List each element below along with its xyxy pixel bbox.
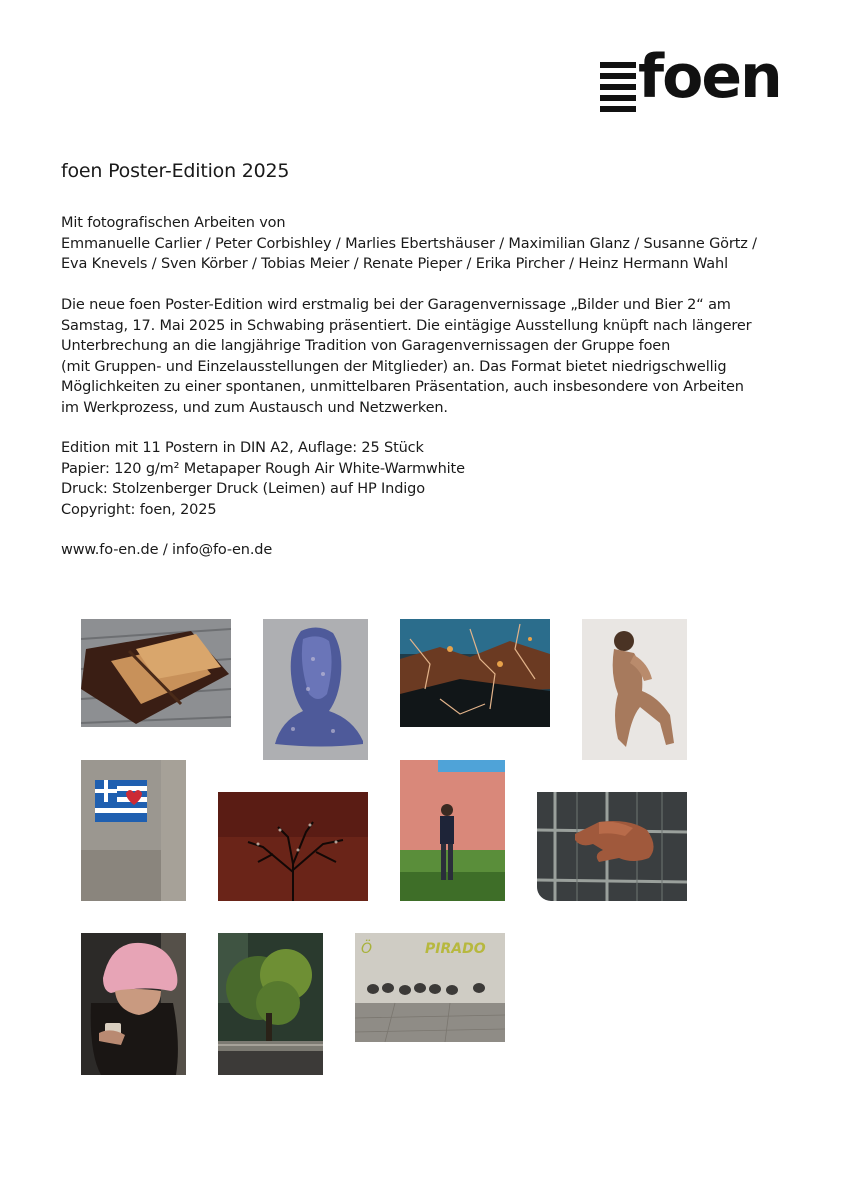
poster-thumb-graffiti-birds <box>355 933 505 1042</box>
logo-stripes-icon <box>600 60 636 112</box>
artists-block <box>61 213 781 275</box>
spec-print: Druck: Stolzenberger Druck (Leimen) auf HP Indigo <box>61 481 425 497</box>
description-line: (mit Gruppen- und Einzelausstellungen der Mitglieder) an. Das Format bietet niedrigschwellig <box>61 358 727 375</box>
graffiti-text: PIRADO <box>425 941 486 957</box>
poster-thumb-hand-sculpture <box>537 792 687 901</box>
poster-thumb-sculpture <box>582 619 687 760</box>
artists-line-1: Emmanuelle Carlier / Peter Corbishley / Marlies Ebertshäuser / Maximilian Glanz / Susanne Görtz / <box>61 235 757 252</box>
description-block <box>61 295 781 418</box>
poster-thumb-wire-head <box>263 619 368 760</box>
foen-logo <box>600 42 790 112</box>
spec-edition: Edition mit 11 Postern in DIN A2, Auflage: 25 Stück <box>61 440 424 456</box>
logo-text: foen <box>638 42 781 112</box>
description-line: Unterbrechung an die langjährige Tradition von Garagenvernissagen der Gruppe foen <box>61 338 671 354</box>
poster-thumb-pink-hat <box>81 933 186 1075</box>
contact-line: www.fo-en.de / info@fo-en.de <box>61 542 273 558</box>
page-title: foen Poster-Edition 2025 <box>61 160 290 182</box>
description-line: Die neue foen Poster-Edition wird erstmalig bei der Garagenvernissage „Bilder und Bier 2“ am <box>61 297 731 313</box>
artists-line-2: Eva Knevels / Sven Körber / Tobias Meier / Renate Pieper / Erika Pircher / Heinz Hermann Wahl <box>61 256 728 272</box>
poster-thumb-suitcase <box>81 619 231 727</box>
poster-thumb-abstract-blue-orange <box>400 619 550 727</box>
description-line: Samstag, 17. Mai 2025 in Schwabing präsentiert. Die eintägige Ausstellung knüpft nach längerer <box>61 317 752 334</box>
poster-thumb-woman-wall <box>400 760 505 901</box>
artists-intro: Mit fotografischen Arbeiten von <box>61 215 286 231</box>
poster-thumb-tree-street <box>218 933 323 1075</box>
spec-copyright: Copyright: foen, 2025 <box>61 501 217 518</box>
description-line: Möglichkeiten zu einer spontanen, unmittelbaren Präsentation, auch insbesondere von Arbeiten <box>61 379 744 395</box>
poster-thumb-flag-wall <box>81 760 186 901</box>
poster-thumb-night-tree <box>218 792 368 901</box>
description-line: im Werkprozess, und zum Austausch und Netzwerken. <box>61 399 448 416</box>
specs-block <box>61 438 781 520</box>
svg-text:Ö: Ö <box>361 941 373 957</box>
spec-paper: Papier: 120 g/m² Metapaper Rough Air White-Warmwhite <box>61 460 465 477</box>
